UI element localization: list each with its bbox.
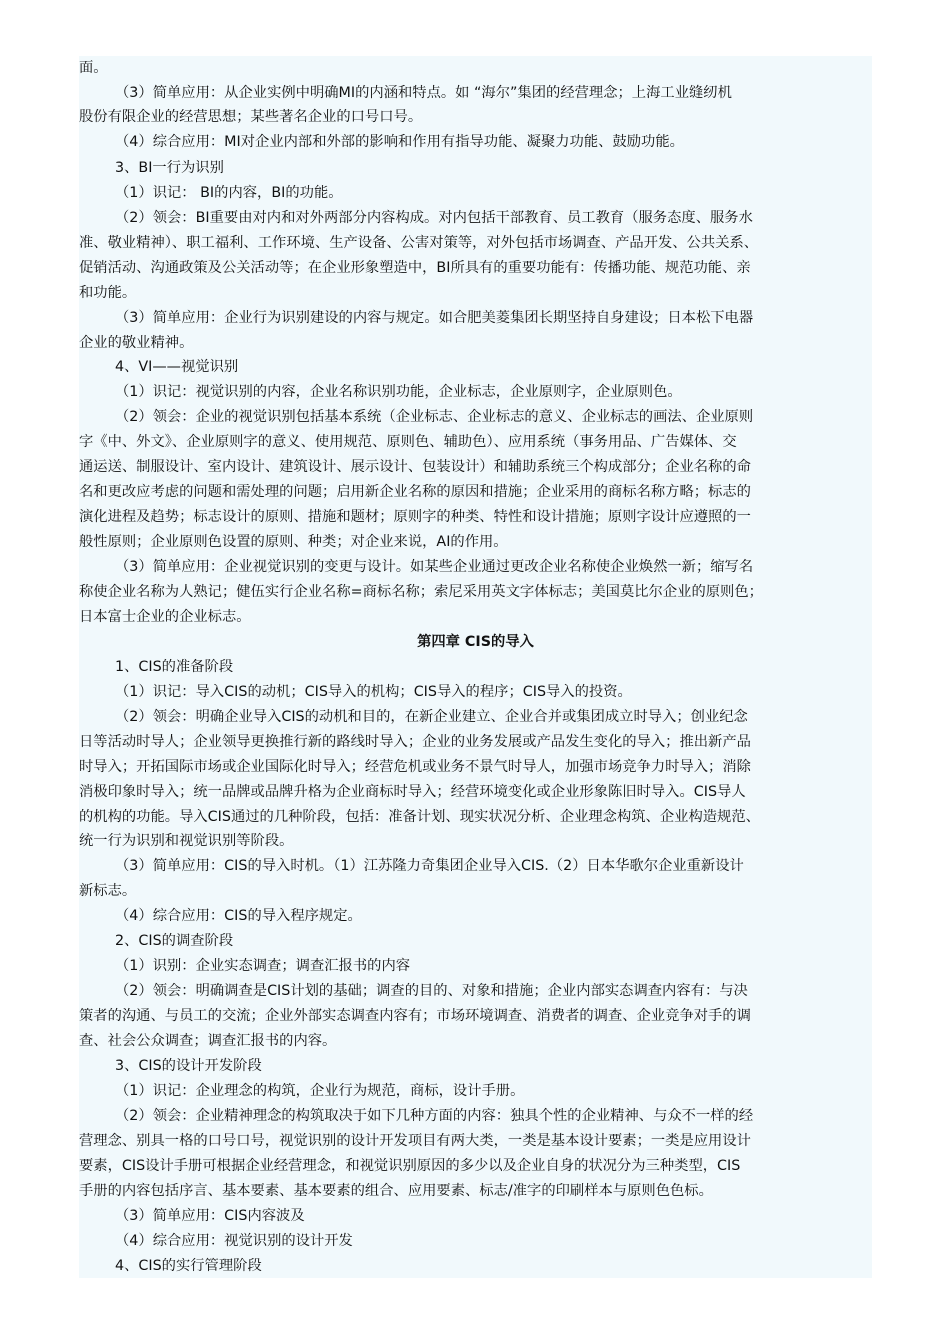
text-line: 手册的内容包括序言、基本要素、基本要素的组合、应用要素、标志/准字的印刷样本与原则色色标。	[79, 1183, 713, 1199]
text-line: 股份有限企业的经营思想；某些著名企业的口号口号。	[79, 109, 423, 125]
text-line: （4）综合应用：视觉识别的设计开发	[115, 1233, 353, 1249]
text-line: （2）领会：明确企业导入CIS的动机和目的，在新企业建立、企业合并或集团成立时导入；创业纪念	[115, 709, 748, 725]
text-line: （4）综合应用：MI对企业内部和外部的影响和作用有指导功能、凝聚力功能、鼓励功能。	[115, 134, 684, 150]
text-line: （3）简单应用：CIS的导入时机。（1）江苏隆力奇集团企业导入CIS.（2）日本华歌尔企业重新设计	[115, 858, 744, 874]
text-line: 名和更改应考虑的问题和需处理的问题；启用新企业名称的原因和措施；企业采用的商标名称方略；标志的	[79, 484, 751, 500]
section-heading: 2、CIS的调查阶段	[115, 933, 234, 949]
text-line: （2）领会：明确调查是CIS计划的基础；调查的目的、对象和措施；企业内部实态调查内容有：与决	[115, 983, 748, 999]
text-line: （4）综合应用：CIS的导入程序规定。	[115, 908, 362, 924]
text-line: （3）简单应用：企业视觉识别的变更与设计。如某些企业通过更改企业名称使企业焕然一新；缩写名	[115, 559, 754, 575]
text-line: 企业的敬业精神。	[79, 335, 194, 351]
section-heading: 4、VI——视觉识别	[115, 359, 239, 375]
text-line: 消极印象时导入；统一品牌或品牌升格为企业商标时导入；经营环境变化或企业形象陈旧时导入。CIS导人	[79, 784, 746, 800]
text-line: 般性原则；企业原则色设置的原则、种类；对企业来说，AI的作用。	[79, 534, 508, 550]
text-line: （3）简单应用：CIS内容波及	[115, 1208, 305, 1224]
text-line: 和功能。	[79, 285, 137, 301]
text-line: 时导入；开拓国际市场或企业国际化时导入；经营危机或业务不景气时导人，加强市场竞争力时导入；消除	[79, 759, 751, 775]
text-line: 策者的沟通、与员工的交流；企业外部实态调查内容有；市场环境调查、消费者的调查、企业竞争对手的调	[79, 1008, 751, 1024]
section-heading: 4、CIS的实行管理阶段	[115, 1258, 262, 1274]
text-line: 营理念、别具一格的口号口号，视觉识别的设计开发项目有两大类，一类是基本设计要素；一类是应用设计	[79, 1133, 751, 1149]
text-line: 统一行为识别和视觉识别等阶段。	[79, 833, 294, 849]
text-line: 演化进程及趋势；标志设计的原则、措施和题材；原则字的种类、特性和设计措施；原则字设计应遵照的一	[79, 509, 751, 525]
text-line: 促销活动、沟通政策及公关活动等；在企业形象塑造中，BI所具有的重要功能有：传播功能、规范功能、亲	[79, 260, 751, 276]
text-line: 日等活动时导人；企业领导更换推行新的路线时导入；企业的业务发展或产品发生变化的导入；推出新产品	[79, 734, 751, 750]
text-line: （1）识记： BI的内容，BI的功能。	[115, 185, 343, 201]
section-heading: 1、CIS的准备阶段	[115, 659, 234, 675]
section-heading: 3、CIS的设计开发阶段	[115, 1058, 262, 1074]
text-line: （1）识别：企业实态调查；调查汇报书的内容	[115, 958, 411, 974]
text-line: 新标志。	[79, 883, 137, 899]
text-line: 查、社会公众调查；调查汇报书的内容。	[79, 1033, 337, 1049]
text-line: 要素，CIS设计手册可根据企业经营理念，和视觉识别原因的多少以及企业自身的状况分为三种类型，CIS	[79, 1158, 741, 1174]
text-line: （2）领会：企业的视觉识别包括基本系统（企业标志、企业标志的意义、企业标志的画法、企业原则	[115, 409, 754, 425]
text-line: （3）简单应用：企业行为识别建设的内容与规定。如合肥美菱集团长期坚持自身建设；日本松下电器	[115, 310, 754, 326]
text-line: 面。	[79, 60, 108, 76]
text-line: （1）识记：视觉识别的内容，企业名称识别功能，企业标志，企业原则字，企业原则色。	[115, 384, 682, 400]
text-line: （1）识记：导入CIS的动机；CIS导入的机构；CIS导入的程序；CIS导入的投资。	[115, 684, 632, 700]
chapter-title: 第四章 CIS的导入	[417, 634, 534, 650]
text-line: 通运送、制服设计、室内设计、建筑设计、展示设计、包装设计）和辅助系统三个构成部分；企业名称的命	[79, 459, 751, 475]
document-page	[79, 56, 872, 1278]
text-line: 的机构的功能。导入CIS通过的几种阶段，包括：准备计划、现实状况分析、企业理念构筑、企业构造规范、	[79, 809, 760, 825]
text-line: 称使企业名称为人熟记；健伍实行企业名称=商标名称；索尼采用英文字体标志；美国莫比尔企业的原则色；	[79, 584, 763, 600]
text-line: （3）简单应用：从企业实例中明确MI的内涵和特点。如 “海尔”集团的经营理念；上海工业缝纫机	[115, 85, 732, 101]
text-line: （2）领会：BI重要由对内和对外两部分内容构成。对内包括干部教育、员工教育（服务态度、服务水	[115, 210, 753, 226]
text-line: （1）识记：企业理念的构筑，企业行为规范，商标，设计手册。	[115, 1083, 525, 1099]
text-line: 日本富士企业的企业标志。	[79, 609, 251, 625]
text-line: 准、敬业精神）、职工福利、工作环境、生产设备、公害对策等，对外包括市场调查、产品开发、公共关系、	[79, 235, 759, 251]
section-heading: 3、BI一行为识别	[115, 160, 224, 176]
text-line: （2）领会：企业精神理念的构筑取决于如下几种方面的内容：独具个性的企业精神、与众不一样的经	[115, 1108, 754, 1124]
text-line: 字《中、外文》、企业原则字的意义、使用规范、原则色、辅助色）、应用系统（事务用品、广告媒体、交	[79, 434, 737, 450]
